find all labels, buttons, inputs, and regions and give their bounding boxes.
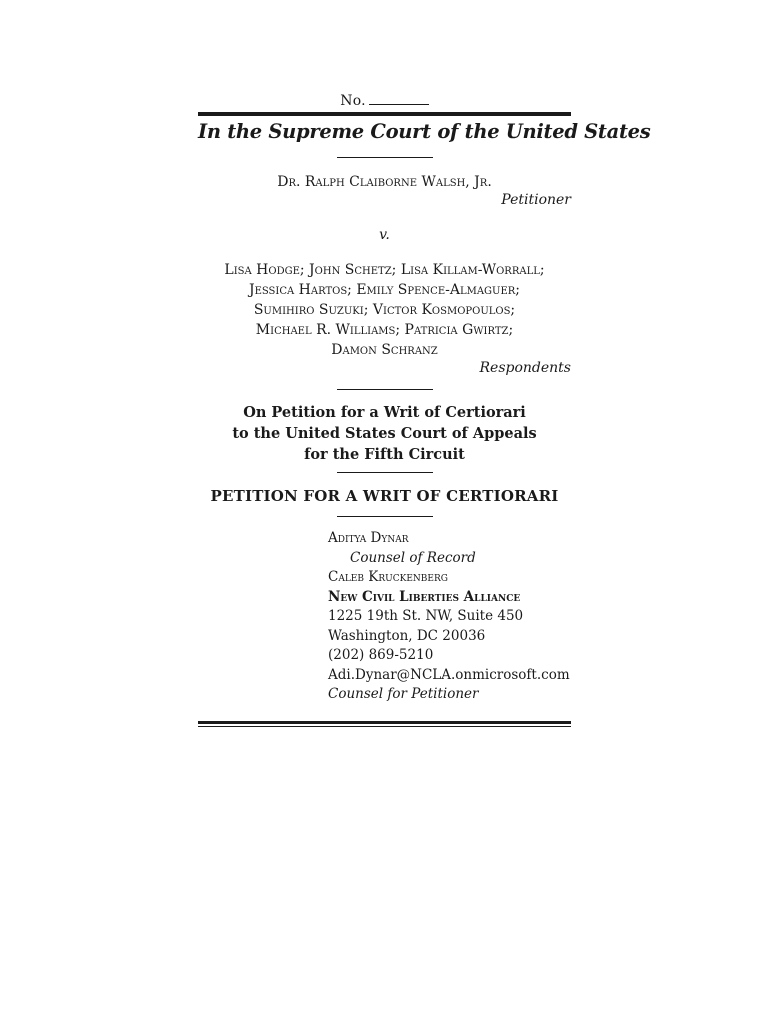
- petition-court-line: for the Fifth Circuit: [304, 446, 465, 463]
- petition-court-line: On Petition for a Writ of Certiorari: [243, 404, 526, 421]
- bottom-double-rule: [198, 721, 571, 727]
- counsel-designation: Counsel of Record: [350, 549, 476, 566]
- top-thick-rule: [198, 112, 571, 116]
- docket-number: [198, 92, 571, 109]
- phone-number: (202) 869-5210: [328, 647, 434, 663]
- petition-court-block: [198, 402, 571, 465]
- counsel-role: Counsel for Petitioner: [328, 686, 479, 702]
- divider-rule-2: [337, 389, 433, 390]
- respondents-line: Lisa Hodge; John Schetz; Lisa Killam-Worrall;: [224, 262, 545, 278]
- counsel-name: Aditya Dynar: [328, 530, 409, 546]
- email-address: Adi.Dynar@NCLA.onmicrosoft.com: [328, 666, 570, 683]
- respondents-line: Michael R. Williams; Patricia Gwirtz;: [255, 322, 514, 338]
- respondents-line: Jessica Hartos; Emily Spence-Almaguer;: [248, 282, 521, 298]
- respondents-role: Respondents: [479, 360, 571, 376]
- petitioner-role: Petitioner: [501, 192, 571, 208]
- court-title: In the Supreme Court of the United States: [198, 120, 651, 143]
- counsel-block: [328, 529, 570, 705]
- versus-label: v.: [379, 227, 390, 243]
- respondents-line: Sumihiro Suzuki; Victor Kosmopoulos;: [253, 302, 516, 318]
- address-line-2: Washington, DC 20036: [328, 627, 486, 644]
- document-title: PETITION FOR A WRIT OF CERTIORARI: [210, 487, 559, 505]
- respondents-line: Damon Schranz: [331, 342, 438, 358]
- divider-rule-4: [337, 516, 433, 517]
- co-counsel-name: Caleb Kruckenberg: [328, 569, 448, 585]
- docket-blank-line: [369, 92, 429, 105]
- respondents-list: [198, 260, 571, 360]
- divider-rule-1: [337, 157, 433, 158]
- petition-cover-page: [198, 0, 651, 1024]
- firm-name: New Civil Liberties Alliance: [328, 588, 521, 605]
- address-line-1: 1225 19th St. NW, Suite 450: [328, 608, 524, 624]
- divider-rule-3: [337, 472, 433, 473]
- petition-court-line: to the United States Court of Appeals: [232, 425, 537, 442]
- docket-label: No.: [340, 93, 366, 109]
- petitioner-name: Dr. Ralph Claiborne Walsh, Jr.: [277, 174, 492, 190]
